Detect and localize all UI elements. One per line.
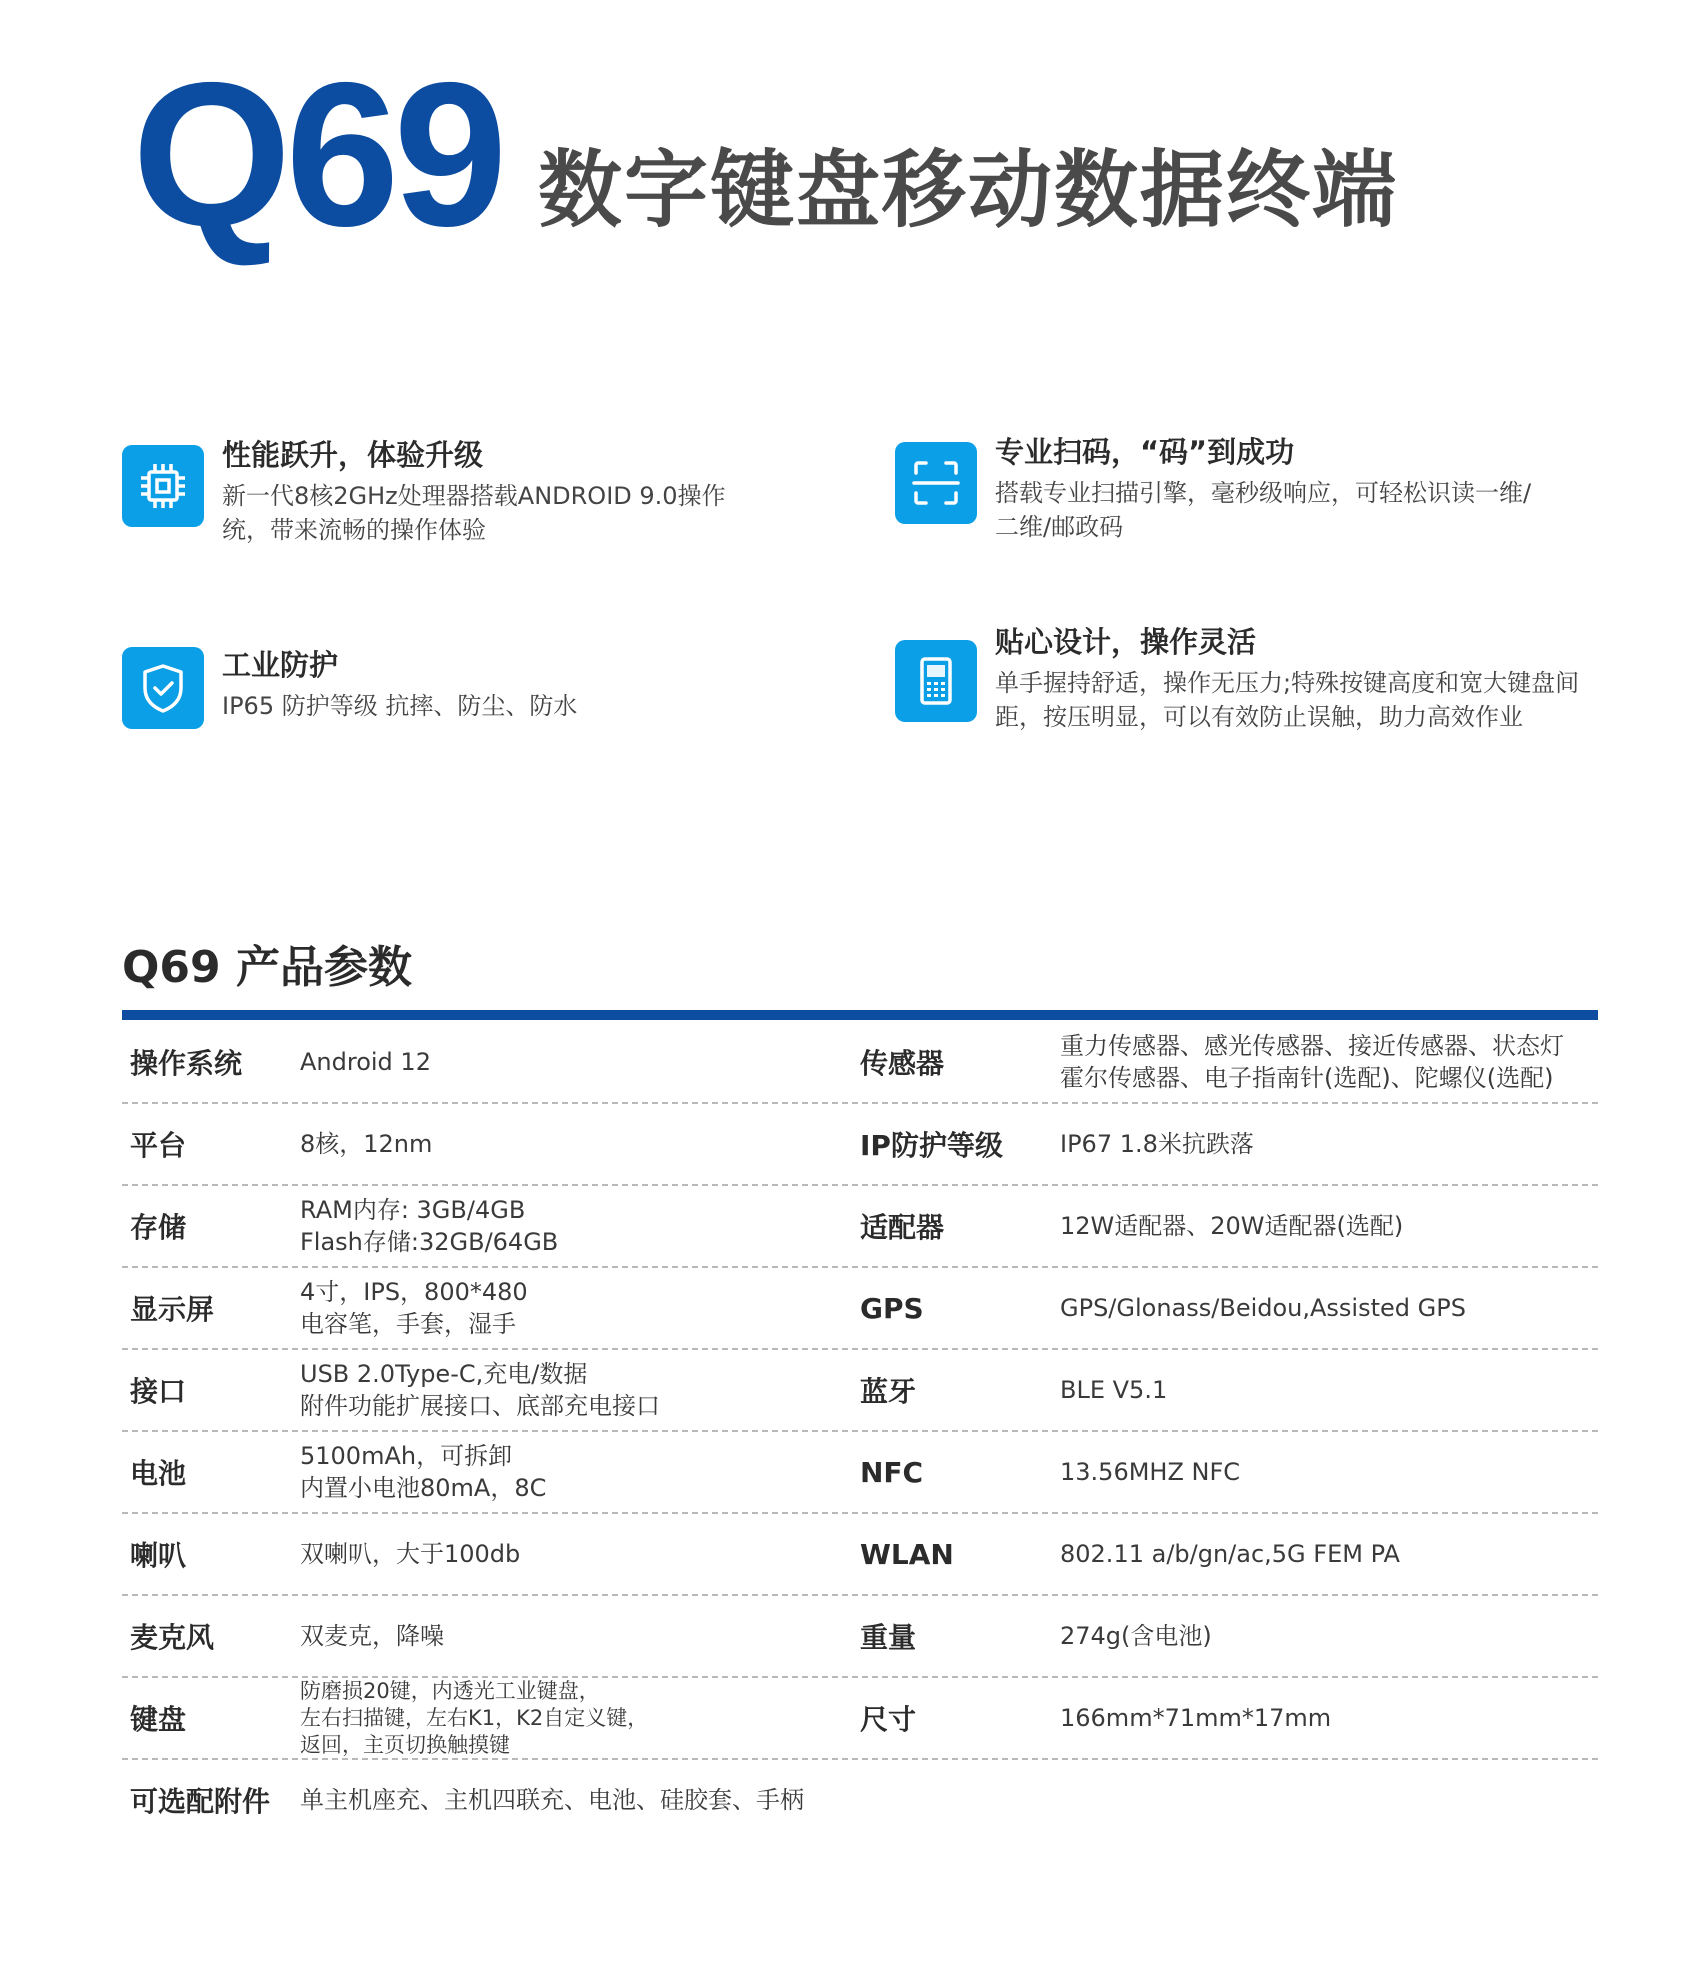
spec-label: [130, 1268, 290, 1348]
spec-value: [300, 1760, 840, 1840]
spec-value-line: 附件功能扩展接口、底部充电接口: [300, 1392, 660, 1420]
spec-value-line: 12W适配器、20W适配器(选配): [1060, 1212, 1404, 1240]
spec-label-text: 显示屏: [130, 1293, 215, 1326]
spec-title-rule: [122, 1010, 1598, 1020]
feature-title: 性能跃升，体验升级: [222, 438, 484, 472]
spec-value: [1060, 1514, 1605, 1594]
spec-value-line: 左右扫描键，左右K1，K2自定义键，: [300, 1705, 649, 1730]
spec-label: [130, 1104, 290, 1184]
spec-value: [1060, 1350, 1605, 1430]
spec-row: [122, 1186, 1598, 1268]
spec-label-text: 适配器: [860, 1211, 945, 1244]
spec-value: [1060, 1022, 1605, 1102]
spec-label: [130, 1678, 290, 1758]
spec-label-text: IP防护等级: [860, 1129, 1003, 1162]
spec-value: [300, 1186, 840, 1266]
spec-value-line: 166mm*71mm*17mm: [1060, 1704, 1332, 1732]
spec-value: [300, 1514, 840, 1594]
spec-row: [122, 1350, 1598, 1432]
spec-label: [860, 1350, 1060, 1430]
spec-label-text: 键盘: [130, 1703, 187, 1736]
spec-label: [860, 1186, 1060, 1266]
spec-row: [122, 1760, 1598, 1842]
spec-value: [300, 1596, 840, 1676]
spec-label: [130, 1760, 290, 1840]
feature-desc: IP65 防护等级 抗摔、防尘、防水: [222, 692, 578, 720]
spec-label-text: GPS: [860, 1291, 924, 1325]
spec-label-text: 可选配附件: [130, 1785, 271, 1818]
spec-row: [122, 1596, 1598, 1678]
spec-label: [860, 1022, 1060, 1102]
spec-label-text: 重量: [860, 1621, 917, 1654]
spec-value: [1060, 1186, 1605, 1266]
spec-value-line: 802.11 a/b/gn/ac,5G FEM PA: [1060, 1540, 1400, 1568]
scan-icon: [895, 442, 977, 524]
product-subtitle: 数字键盘移动数据终端: [538, 141, 1399, 239]
feature-title: 贴心设计，操作灵活: [995, 625, 1257, 659]
spec-value: [1060, 1432, 1605, 1512]
spec-label: [860, 1596, 1060, 1676]
spec-row: [122, 1104, 1598, 1186]
spec-label: [860, 1268, 1060, 1348]
spec-value-line: RAM内存: 3GB/4GB: [300, 1196, 526, 1224]
spec-value: [1060, 1104, 1605, 1184]
spec-value-line: 单主机座充、主机四联充、电池、硅胶套、手柄: [300, 1786, 804, 1814]
spec-value-line: 返回，主页切换触摸键: [300, 1732, 510, 1757]
spec-value-line: IP67 1.8米抗跌落: [1060, 1130, 1254, 1158]
spec-label-text: NFC: [860, 1455, 924, 1489]
feature-desc: 单手握持舒适，操作无压力;特殊按键高度和宽大键盘间距，按压明显，可以有效防止误触，助力高效作业: [995, 669, 1580, 731]
spec-label: [130, 1514, 290, 1594]
spec-value-line: 4寸，IPS，800*480: [300, 1278, 528, 1306]
spec-value-line: Android 12: [300, 1048, 431, 1076]
spec-value: [300, 1350, 840, 1430]
spec-label-text: 麦克风: [130, 1621, 215, 1654]
spec-value-line: 双麦克，降噪: [300, 1622, 444, 1650]
page-header: [0, 0, 1703, 300]
spec-value: [300, 1432, 840, 1512]
spec-value-line: 防磨损20键，内透光工业键盘，: [300, 1678, 600, 1703]
spec-label: [130, 1186, 290, 1266]
spec-label: [860, 1104, 1060, 1184]
shield-icon: [122, 647, 204, 729]
spec-value-line: Flash存储:32GB/64GB: [300, 1228, 559, 1256]
feature-desc: 新一代8核2GHz处理器搭载ANDROID 9.0操作统，带来流畅的操作体验: [222, 482, 726, 544]
spec-value-line: 重力传感器、感光传感器、接近传感器、状态灯: [1060, 1032, 1564, 1060]
spec-label-text: WLAN: [860, 1537, 954, 1571]
spec-value-line: 霍尔传感器、电子指南针(选配)、陀螺仪(选配): [1060, 1064, 1554, 1092]
feature-title: 专业扫码，“码”到成功: [995, 435, 1295, 469]
spec-table: [122, 1022, 1598, 1842]
spec-value: [300, 1678, 840, 1758]
spec-value-line: 13.56MHZ NFC: [1060, 1458, 1241, 1486]
spec-label: [130, 1350, 290, 1430]
spec-value: [1060, 1678, 1605, 1758]
spec-label: [860, 1432, 1060, 1512]
spec-value-line: 8核，12nm: [300, 1130, 433, 1158]
spec-label: [130, 1596, 290, 1676]
spec-label-text: 电池: [130, 1457, 187, 1490]
model-name: Q69: [132, 40, 502, 269]
spec-label: [130, 1432, 290, 1512]
spec-label-text: 接口: [130, 1375, 187, 1408]
spec-label-text: 平台: [130, 1129, 187, 1162]
spec-value-line: 内置小电池80mA，8C: [300, 1474, 547, 1502]
feature-desc: 搭载专业扫描引擎，毫秒级响应，可轻松识读一维/二维/邮政码: [995, 479, 1532, 541]
spec-value-line: 双喇叭，大于100db: [300, 1540, 521, 1568]
spec-value: [300, 1268, 840, 1348]
spec-row: [122, 1678, 1598, 1760]
spec-value: [1060, 1268, 1605, 1348]
spec-label-text: 蓝牙: [860, 1375, 917, 1408]
spec-value-line: 电容笔，手套，湿手: [300, 1310, 516, 1338]
spec-section-title: Q69 产品参数: [122, 942, 412, 993]
spec-row: [122, 1268, 1598, 1350]
spec-label-text: 操作系统: [130, 1047, 243, 1080]
spec-label-text: 喇叭: [130, 1539, 187, 1572]
spec-label-text: 存储: [130, 1211, 187, 1244]
spec-value: [1060, 1596, 1605, 1676]
spec-value: [300, 1104, 840, 1184]
spec-label-text: 尺寸: [860, 1703, 917, 1736]
spec-label: [130, 1022, 290, 1102]
spec-row: [122, 1514, 1598, 1596]
keypad-device-icon: [895, 640, 977, 722]
spec-value-line: 274g(含电池): [1060, 1622, 1212, 1650]
feature-title: 工业防护: [222, 648, 339, 682]
spec-value-line: GPS/Glonass/Beidou,Assisted GPS: [1060, 1294, 1466, 1322]
spec-value: [300, 1022, 840, 1102]
spec-row: [122, 1022, 1598, 1104]
spec-row: [122, 1432, 1598, 1514]
spec-value-line: USB 2.0Type-C,充电/数据: [300, 1360, 588, 1388]
spec-label: [860, 1678, 1060, 1758]
spec-value-line: 5100mAh，可拆卸: [300, 1442, 513, 1470]
spec-value-line: BLE V5.1: [1060, 1376, 1168, 1404]
spec-label-text: 传感器: [860, 1047, 945, 1080]
spec-label: [860, 1514, 1060, 1594]
cpu-icon: [122, 445, 204, 527]
